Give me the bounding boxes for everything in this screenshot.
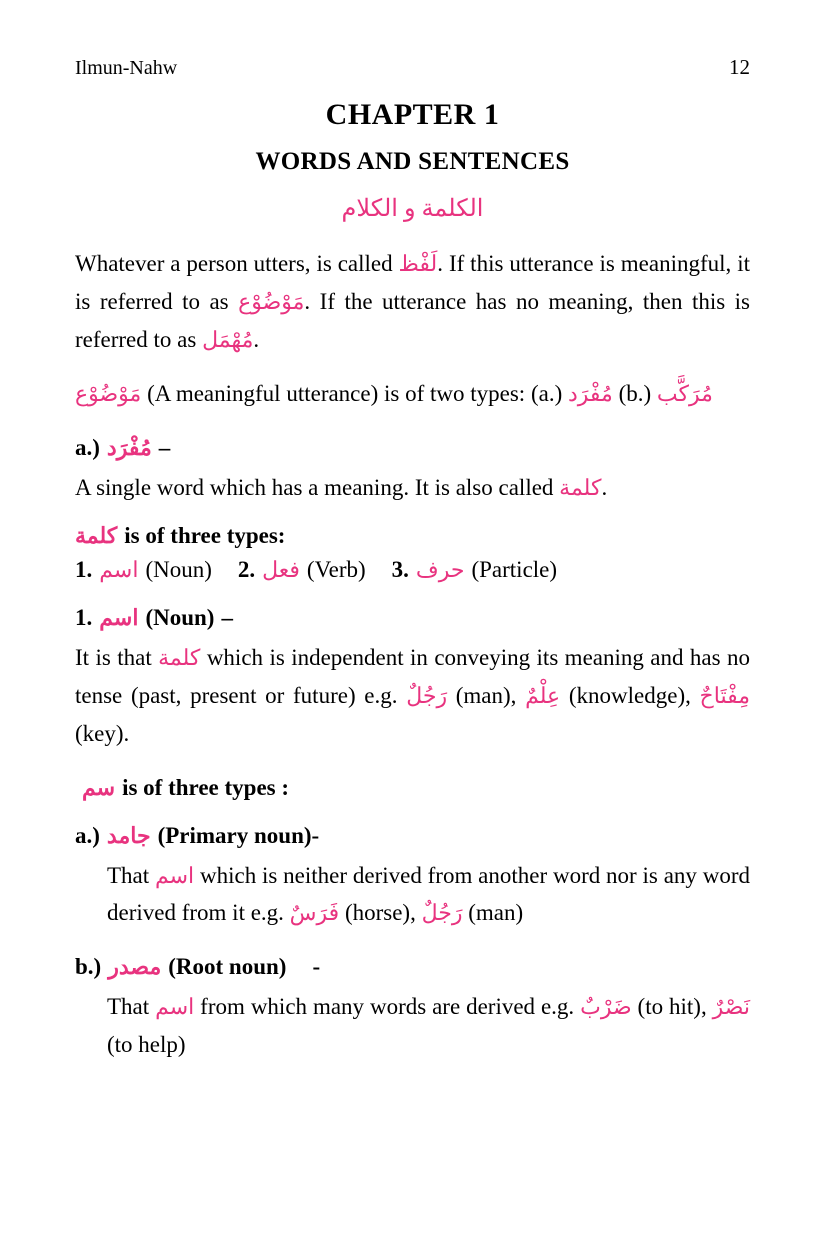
arabic-example-darb: ضَرْبٌ: [580, 994, 632, 1020]
text-segment: (to hit),: [631, 994, 713, 1020]
paragraph-mawdu-types: [75, 375, 750, 413]
arabic-term-murakkab: مُرَكَّب: [656, 380, 713, 406]
label-a: a.): [75, 822, 100, 848]
heading-text: (Root noun): [168, 954, 287, 980]
item-gloss: (Particle): [471, 556, 558, 582]
heading-text: is of three types:: [124, 522, 286, 548]
arabic-term-muhmal: مُهْمَل: [202, 326, 254, 352]
arabic-term-fil: فعل: [262, 556, 300, 582]
dash: -: [312, 954, 321, 980]
arabic-term-ism: اسم: [99, 556, 139, 582]
arabic-term-jamid: جامد: [106, 822, 151, 848]
text-segment: (horse),: [339, 900, 422, 926]
text-segment: That: [107, 994, 156, 1020]
arabic-term-masdar: مصدر: [108, 954, 162, 980]
item-number: 2.: [237, 556, 256, 582]
heading-text: (Primary noun): [157, 822, 312, 848]
arabic-term-kalimah: كلمة: [158, 644, 201, 670]
arabic-term-kalimah: كلمة: [559, 474, 602, 500]
arabic-term-ism-short: سم: [82, 774, 116, 800]
text-segment: That: [107, 862, 155, 888]
arabic-term-harf: حرف: [415, 556, 465, 582]
label-b: b.): [75, 954, 102, 980]
heading-jamid: [75, 823, 750, 849]
item-gloss: (Verb): [306, 556, 366, 582]
text-segment: .: [253, 326, 260, 352]
heading-mufrad: [75, 435, 750, 461]
paragraph-ism-definition: [75, 639, 750, 753]
text-segment: (knowledge),: [560, 682, 700, 708]
item-number: 3.: [391, 556, 409, 582]
text-segment: from which many words are derived e.g.: [194, 994, 581, 1020]
text-segment: A single word which has a meaning. It is also called: [75, 474, 560, 500]
text-segment: . If this utterance is meaningful, it is referred to as: [75, 251, 750, 314]
text-segment: .: [601, 474, 608, 500]
paragraph-definition-lafz: [75, 245, 750, 359]
text-segment: which is independent in conveying its meaning and has no tense (past, present or future) e.g.: [75, 644, 750, 708]
item-number: 1.: [75, 604, 93, 630]
heading-ism-types: [75, 775, 750, 801]
arabic-term-kalimah: كلمة: [75, 522, 118, 548]
arabic-example-ilm: عِلْمٌ: [525, 682, 561, 708]
text-segment: (man): [462, 900, 524, 926]
arabic-example-rajul: رَجُلٌ: [421, 900, 463, 926]
page-number: 12: [729, 55, 750, 79]
arabic-term-ism: اسم: [99, 604, 139, 630]
running-head: [75, 55, 750, 80]
dash: –: [158, 434, 171, 460]
text-segment: which is neither derived from another word nor is any word derived from it e.g.: [107, 862, 751, 926]
heading-ism-noun: [75, 605, 750, 631]
item-gloss: (Noun): [145, 556, 212, 582]
paragraph-jamid-definition: [75, 857, 750, 933]
text-segment: It is that: [75, 644, 159, 670]
item-number: 1.: [75, 556, 93, 582]
arabic-term-mawdu: مَوْضُوْع: [75, 380, 142, 406]
arabic-term-mufrad: مُفْرَد: [106, 434, 152, 460]
arabic-term-ism: اسم: [154, 862, 195, 888]
paragraph-masdar-definition: [75, 988, 750, 1064]
paragraph-mufrad-definition: [75, 469, 750, 507]
dash: -: [311, 822, 320, 848]
arabic-example-nasr: نَصْرٌ: [712, 994, 750, 1020]
heading-masdar: [75, 954, 750, 980]
section-title: WORDS AND SENTENCES: [255, 148, 570, 175]
heading-text: (Noun): [145, 604, 215, 630]
arabic-term-mawdu: مَوْضُوْع: [238, 288, 305, 314]
text-segment: (to help): [107, 1032, 186, 1058]
arabic-example-faras: فَرَسٌ: [289, 900, 340, 926]
text-segment: (b.): [612, 380, 657, 406]
arabic-term-lafz: لَفْظ: [398, 251, 438, 276]
text-segment: (A meaningful utterance) is of two types: (a.): [141, 380, 568, 406]
arabic-term-ism: اسم: [155, 994, 195, 1020]
arabic-term-mufrad: مُفْرَد: [567, 380, 613, 406]
book-title: Ilmun-Nahw: [75, 57, 178, 79]
heading-text: is of three types :: [122, 774, 290, 800]
list-kalimah-types: [75, 557, 750, 583]
text-segment: (man),: [447, 682, 526, 708]
dash: –: [221, 604, 233, 630]
text-segment: . If the utterance has no meaning, then this is referred to as: [75, 288, 750, 352]
label-a: a.): [75, 434, 100, 460]
arabic-example-rajul: رَجُلٌ: [406, 682, 448, 708]
text-segment: (key).: [75, 720, 130, 746]
arabic-example-miftah: مِفْتَاحٌ: [699, 682, 751, 708]
heading-kalimah-types: [75, 523, 750, 549]
chapter-title: CHAPTER 1: [325, 98, 500, 131]
text-segment: Whatever a person utters, is called: [75, 251, 399, 276]
arabic-section-title: الكلمة و الكلام: [341, 196, 484, 222]
